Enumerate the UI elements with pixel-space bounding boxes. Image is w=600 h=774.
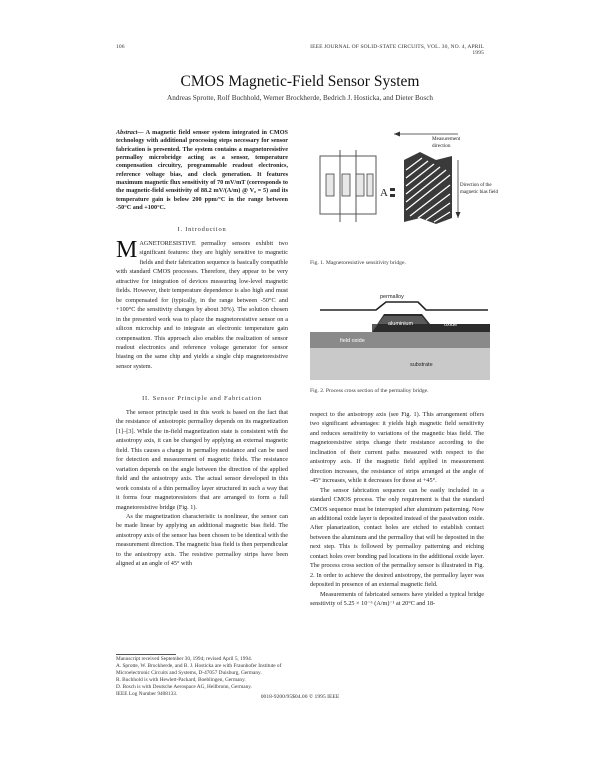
- footnote-affiliation-2: R. Buchhold is with Hewlett-Packard, Boeblingen, Germany.: [116, 677, 246, 683]
- equiv-mark-2: [390, 194, 395, 197]
- footnote-log-number: IEEE Log Number 9408133.: [116, 691, 178, 697]
- right-column-body: [310, 410, 484, 609]
- measurement-label: Measurement: [432, 136, 461, 142]
- measurement-arrowhead: [394, 132, 400, 137]
- principle-paragraph-1: The sensor principle used in this work is based on the fact that the resistance of anisotropic permalloy depends on its magnetization [1]–[3]. While the in-field magnetization state is consistent with the anisotropy axis, it can be changed by applying an external magnetic field. This causes a change in permalloy resistance and can be used for detection and measurement of magnetic fields. The resistance variation depends on the angle between the direction of the applied field and the anisotropy axis. The actual sensor developed in this work consists of a thin permalloy layer structured in such a way that it forms four magnetoresistors that are arranged to form a full magnetoresistive bridge (Fig. 1).: [116, 409, 288, 511]
- bias-field-label-line-2: magnetic bias field: [460, 190, 499, 195]
- figure-1-caption: Fig. 1. Magnetoresistive sensitivity bridge.: [310, 260, 406, 266]
- intro-paragraph: [116, 239, 288, 371]
- right-paragraph-3: Measurements of fabricated sensors have yielded a typical bridge sensitivity of 5.25 × 10⁻⁶ (A/m)⁻¹ at 20°C and 18-: [310, 590, 484, 608]
- permalloy-film: [320, 302, 488, 310]
- figure-2-cross-section: [310, 288, 490, 380]
- figure-1-bridge: [310, 130, 499, 248]
- bias-field-arrowhead: [456, 212, 461, 218]
- page-number: 106: [116, 44, 125, 50]
- author-list: Andreas Sprotte, Rolf Buchhold, Werner Brockherde, Bedrich J. Hosticka, and Dieter Bosch: [167, 94, 433, 102]
- bias-field-label-line-1: Direction of the: [460, 183, 492, 188]
- resistor-r4: [367, 174, 373, 196]
- footnote: [116, 656, 288, 698]
- right-paragraph-1: respect to the anisotropy axis (see Fig. 1). This arrangement offers two significant advantages: it yields high magnetic field sensitivity and reduces sensitivity to variations of the magnetic bias field. The magnetoresistive strips change their resistance according to the inclination of their current paths measured with respect to the anisotropy axis. If the magnetic field applied in measurement direction increases, the resistance of strips arranged at the angle of -45° increases, while it decreases for those at +45°.: [310, 411, 484, 485]
- substrate-layer: [310, 348, 490, 380]
- additional-oxide-label: additional: [438, 315, 462, 321]
- paper-title: CMOS Magnetic-Field Sensor System: [180, 73, 420, 90]
- footnote-rule: [116, 654, 176, 655]
- footnote-affiliation-3: D. Bosch is with Deutsche Aerospace AG, Heilbronn, Germany.: [116, 684, 252, 690]
- equiv-mark-1: [390, 188, 395, 191]
- resistor-r1: [326, 174, 334, 196]
- permalloy-stripes-block: [404, 152, 452, 224]
- aluminium-label: aluminium: [388, 321, 414, 327]
- measurement-direction-label: direction: [432, 143, 451, 149]
- copyright-footer: 0018-9200/95$04.00 © 1995 IEEE: [260, 694, 340, 700]
- field-oxide-layer: [310, 332, 490, 348]
- figure-1-label-a: A: [380, 187, 388, 199]
- journal-header: IEEE JOURNAL OF SOLID-STATE CIRCUITS, VOL. 30, NO. 4, APRIL 1995: [310, 44, 484, 56]
- intro-text: AGNETORESISTIVE permalloy sensors exhibit two significant features: they are highly sensitive to magnetic fields and their fabrication sequence is basically compatible with standard CMOS processes. Therefore, they appear to be very attractive for integration of devices measuring low-level magnetic fields. However, their temperature dependence is also high and must be compensated for (typically, in the range between -50°C and +100°C the sensitivity changes by about 30%). The solution chosen in the presented work was to place the magnetoresistive sensor on a silicon microchip and to integrate an electronic temperature gain compensation. This approach also enables the realization of sensor readout electronics and reference voltage generator for sensor biasing on the same chip and yields a single chip magnetoresistive sensor system.: [116, 240, 288, 370]
- principle-heading: II. Sensor Principle and Fabrication: [142, 395, 262, 402]
- resistor-r2: [342, 174, 350, 196]
- abstract-label: Abstract: [116, 129, 138, 136]
- right-paragraph-2: The sensor fabrication sequence can be easily included in a standard CMOS process. The only requirement is that the standard CMOS sequence must be interrupted after aluminum patterning. Now an additional oxide layer is deposited instead of the passivation oxide. After planarization, contact holes are etched to establish contact between the aluminum and the permalloy that will be deposited in the next step. This is followed by permalloy patterning and etching contact holes over bonding pad locations in the additional oxide layer. The process cross section of the permalloy sensor is illustrated in Fig. 2. In order to achieve the desired anisotropy, the permalloy layer was deposited in presence of an external magnetic field.: [310, 486, 484, 589]
- footnote-received: Manuscript received September 30, 1994; revised April 5, 1994.: [116, 656, 253, 662]
- substrate-label: substrate: [410, 362, 433, 368]
- figure-2-caption: Fig. 2. Process cross section of the permalloy bridge.: [310, 388, 429, 394]
- resistor-r3: [356, 174, 364, 196]
- footnote-affiliation-1: A. Sprotte, W. Brockherde, and B. J. Hosticka are with Fraunhofer Institute of Microelectronic Circuits and Systems, D-47057 Duisburg, Germany.: [116, 663, 282, 676]
- permalloy-label: permalloy: [380, 294, 404, 300]
- intro-heading: I. Introduction: [177, 226, 227, 233]
- additional-oxide-label-line-2: oxide: [444, 322, 458, 328]
- abstract: [116, 129, 288, 212]
- field-oxide-label: field oxide: [340, 338, 365, 344]
- intro-dropcap: M: [116, 237, 138, 263]
- principle-paragraph-2: As the magnetization characteristic is nonlinear, the sensor can be made linear by applying an additional magnetic bias field. The anisotropy axis of the sensor has been chosen to be identical with the measurement direction. The magnetic bias field is then perpendicular to the anisotropy axis. The resistive permalloy strips have been aligned at an angle of 45° with: [116, 512, 288, 568]
- abstract-text: — A magnetic field sensor system integrated in CMOS technology with additional processing steps necessary for sensor fabrication is presented. The system contains a magnetoresistive permalloy microbridge acting as a sensor, temperature compensation circuitry, programmable readout electronics, reference voltage bias, and clock generation. It features maximum magnetic flux sensitivity of 70 mV/mT (corresponds to the magnetic-field sensitivity of 88.2 mV/(A/m) @ V₀ = 5) and its temperature gain is below 200 ppm/°C in the range between -50°C and +100°C.: [116, 129, 288, 212]
- principle-body: [116, 408, 288, 569]
